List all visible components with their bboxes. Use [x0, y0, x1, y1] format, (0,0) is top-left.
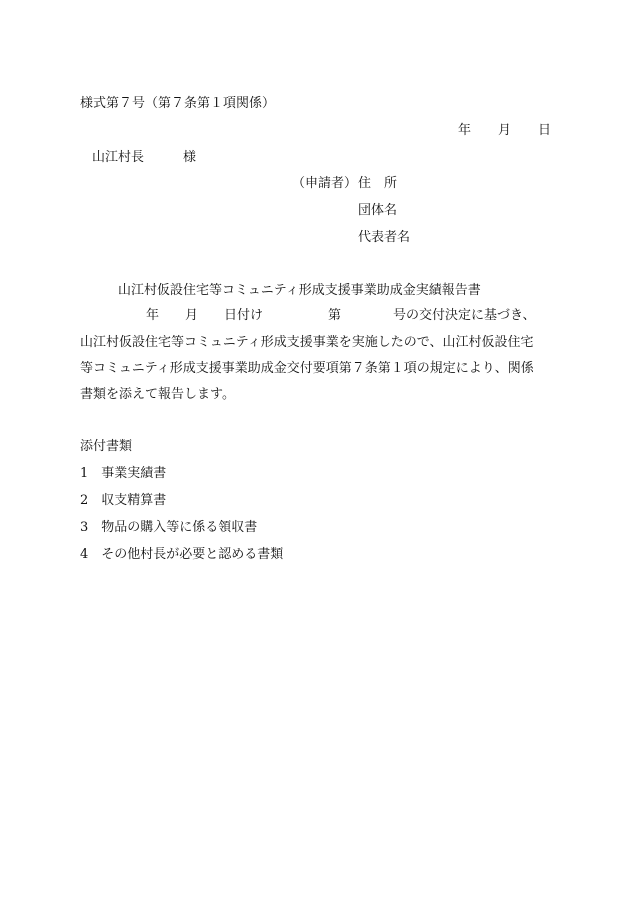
- addressee: 山江村長 様: [92, 150, 197, 165]
- date-year: 年: [458, 123, 472, 138]
- form-label: 様式第７号（第７条第１項関係）: [80, 96, 276, 111]
- body-line-2: 山江村仮設住宅等コミュニティ形成支援事業を実施したので、山江村仮設住宅: [80, 335, 534, 350]
- attachment-item: 1 事業実績書: [80, 466, 167, 481]
- attachment-item: 2 収支精算書: [80, 493, 167, 508]
- applicant-representative: 代表者名: [358, 230, 411, 245]
- body-line-1: 年 月 日付け 第 号の交付決定に基づき、: [146, 308, 536, 323]
- applicant-address: 住 所: [358, 176, 398, 191]
- date-month: 月: [498, 123, 512, 138]
- body-line-3: 等コミュニティ形成支援事業助成金交付要項第７条第１項の規定により、関係: [80, 361, 534, 376]
- document-title: 山江村仮設住宅等コミュニティ形成支援事業助成金実績報告書: [118, 283, 481, 298]
- date-day: 日: [538, 123, 552, 138]
- attachment-item: 3 物品の購入等に係る領収書: [80, 520, 258, 535]
- applicant-organization: 団体名: [358, 203, 398, 218]
- attachments-heading: 添付書類: [80, 439, 133, 454]
- attachment-item: 4 その他村長が必要と認める書類: [80, 547, 284, 562]
- applicant-label: （申請者）: [292, 176, 358, 191]
- body-line-4: 書類を添えて報告します。: [80, 387, 235, 402]
